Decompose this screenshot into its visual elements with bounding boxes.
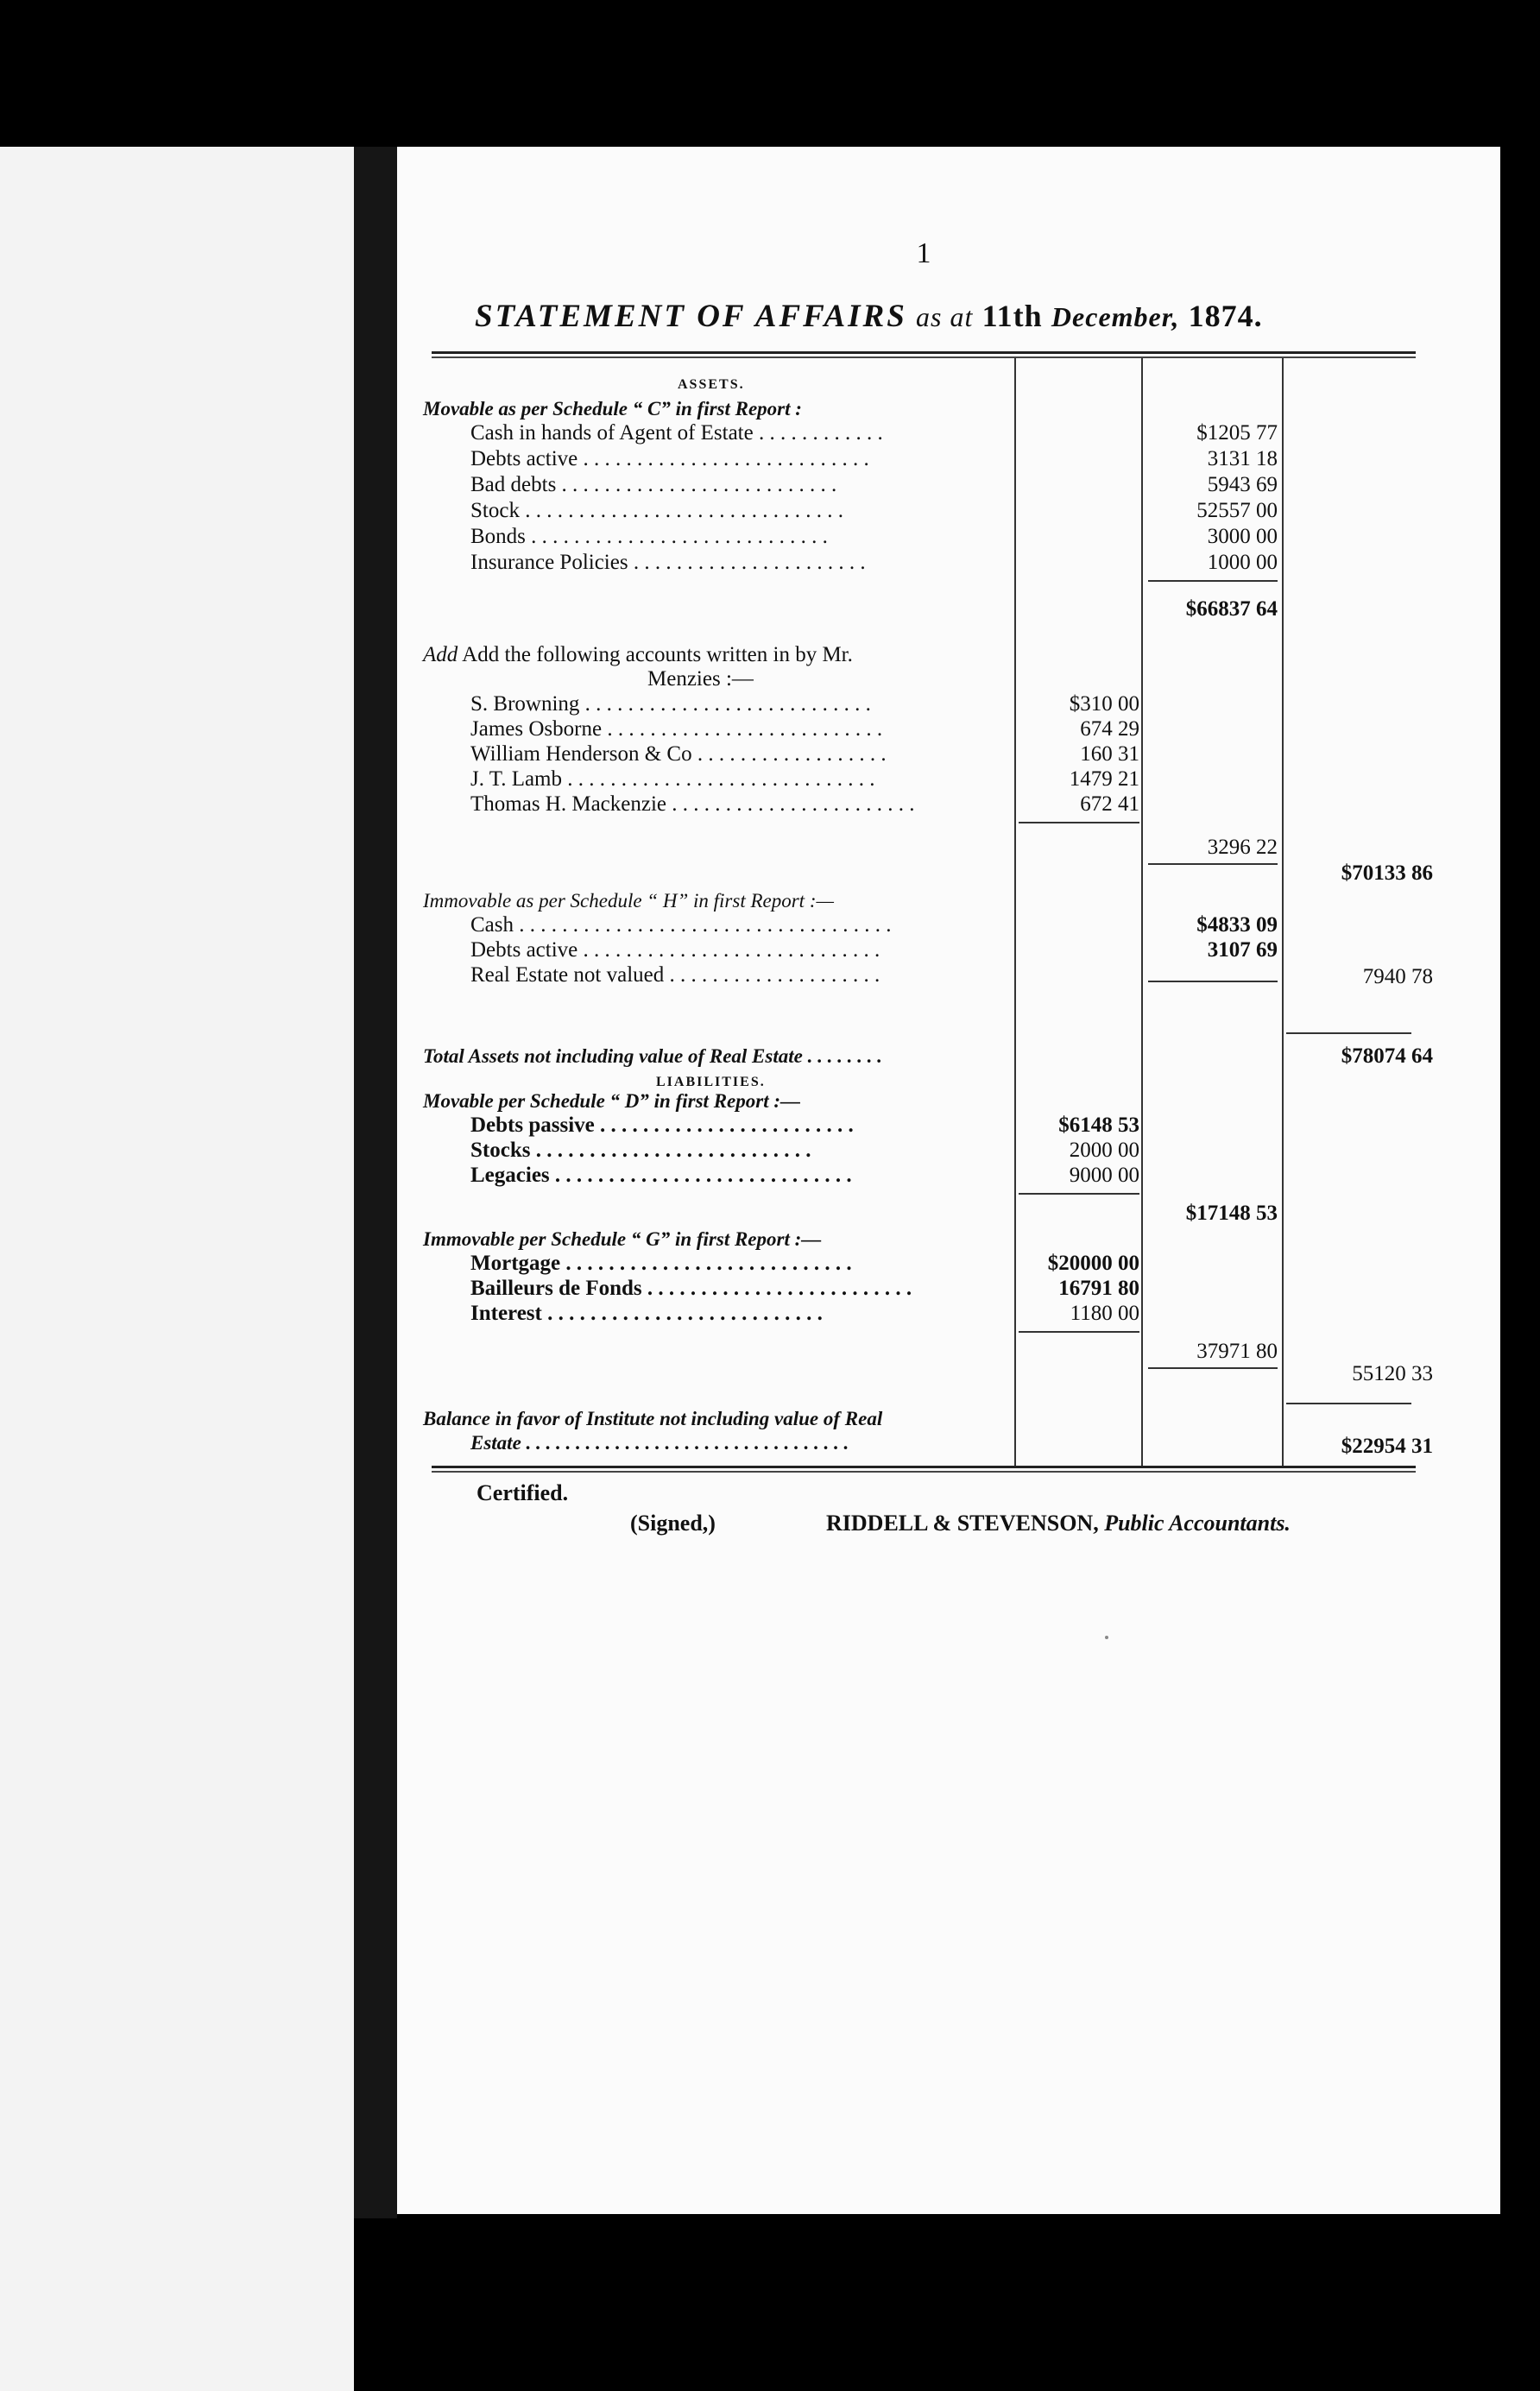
list-item: Debts passive . . . . . . . . . . . . . . . . . . . . . . . . xyxy=(470,1113,854,1137)
bottom-rule-secondary xyxy=(432,1471,1416,1473)
list-item: Thomas H. Mackenzie . . . . . . . . . . . . . . . . . . . . . . . xyxy=(470,792,915,816)
balance-value: $22954 31 xyxy=(1341,1435,1433,1458)
movable-heading: Movable as per Schedule “ C” in first Report : xyxy=(423,398,802,420)
list-item: Bad debts . . . . . . . . . . . . . . . . . . . . . . . . . . xyxy=(470,473,837,496)
list-item: Stocks . . . . . . . . . . . . . . . . . . . . . . . . . . xyxy=(470,1139,811,1162)
add-heading: Add Add the following accounts written in by Mr. xyxy=(423,643,853,666)
list-item-value: 1479 21 xyxy=(1069,767,1139,791)
list-item-value: 672 41 xyxy=(1080,792,1139,816)
list-item: Real Estate not valued . . . . . . . . . . . . . . . . . . . . xyxy=(470,963,880,987)
total-assets-label: Total Assets not including value of Real Estate . . . . . . . . xyxy=(423,1045,882,1067)
list-item: William Henderson & Co . . . . . . . . . . . . . . . . . . xyxy=(470,742,887,766)
total-assets-value: $78074 64 xyxy=(1341,1044,1433,1068)
title-day: 11th xyxy=(981,299,1043,333)
list-item: S. Browning . . . . . . . . . . . . . . . . . . . . . . . . . . . xyxy=(470,692,871,716)
movable-subtotal: $66837 64 xyxy=(1185,597,1278,621)
total-rule xyxy=(1286,1032,1411,1034)
list-item: Debts active . . . . . . . . . . . . . . . . . . . . . . . . . . . . xyxy=(470,938,880,962)
list-item-value: 52557 00 xyxy=(1196,499,1278,522)
document-page xyxy=(397,147,1500,2214)
column-divider-3 xyxy=(1282,358,1284,1466)
book-spine xyxy=(354,147,397,2218)
left-page xyxy=(0,147,354,2391)
immovable-heading: Immovable as per Schedule “ H” in first Report :— xyxy=(423,890,834,912)
list-item: J. T. Lamb . . . . . . . . . . . . . . . . . . . . . . . . . . . . . xyxy=(470,767,875,791)
list-item: Bonds . . . . . . . . . . . . . . . . . . . . . . . . . . . . xyxy=(470,525,828,548)
list-item: Cash . . . . . . . . . . . . . . . . . . . . . . . . . . . . . . . . . . . xyxy=(470,913,892,937)
liab-immovable-total: 37971 80 xyxy=(1196,1340,1278,1363)
subtotal-rule xyxy=(1019,1331,1139,1333)
list-item-value: $310 00 xyxy=(1069,692,1139,716)
movable-total: $70133 86 xyxy=(1341,861,1433,885)
page-number: 1 xyxy=(916,237,931,269)
liab-movable-total: $17148 53 xyxy=(1185,1202,1278,1225)
subtotal-rule xyxy=(1019,822,1139,823)
list-item: Stock . . . . . . . . . . . . . . . . . . . . . . . . . . . . . . xyxy=(470,499,843,522)
title-as-at: as at xyxy=(916,301,974,332)
list-item-value: 674 29 xyxy=(1080,717,1139,741)
balance-label: Balance in favor of Institute not including value of Real xyxy=(423,1408,883,1429)
liabilities-total: 55120 33 xyxy=(1352,1362,1433,1385)
title-main: STATEMENT OF AFFAIRS xyxy=(475,299,907,334)
subtotal-rule xyxy=(1148,981,1278,982)
signed-text: (Signed,) xyxy=(630,1511,716,1536)
list-item-value: 3000 00 xyxy=(1207,525,1278,548)
list-item-value: 1000 00 xyxy=(1207,551,1278,574)
add-heading-cont: Menzies :— xyxy=(647,667,754,691)
total-rule xyxy=(1286,1403,1411,1404)
list-item-value: $4833 09 xyxy=(1196,913,1278,937)
list-item-value: 16791 80 xyxy=(1058,1277,1139,1300)
title-year: 1874. xyxy=(1188,299,1263,333)
list-item-value: 9000 00 xyxy=(1069,1164,1139,1187)
subtotal-rule xyxy=(1148,1367,1278,1369)
list-item: James Osborne . . . . . . . . . . . . . . . . . . . . . . . . . . xyxy=(470,717,883,741)
list-item: Bailleurs de Fonds . . . . . . . . . . . . . . . . . . . . . . . . . xyxy=(470,1277,912,1300)
paper-speck xyxy=(1105,1636,1108,1639)
list-item: Mortgage . . . . . . . . . . . . . . . . . . . . . . . . . . . xyxy=(470,1252,852,1275)
immovable-total: 7940 78 xyxy=(1362,965,1433,988)
signatory: RIDDELL & STEVENSON, Public Accountants. xyxy=(826,1511,1291,1536)
subtotal-rule xyxy=(1148,580,1278,582)
list-item: Cash in hands of Agent of Estate . . . . . . . . . . . . xyxy=(470,421,883,445)
liab-movable-heading: Movable per Schedule “ D” in first Report :— xyxy=(423,1090,800,1112)
liabilities-heading: LIABILITIES. xyxy=(656,1075,766,1089)
liab-immovable-heading: Immovable per Schedule “ G” in first Report :— xyxy=(423,1228,822,1250)
list-item-value: 5943 69 xyxy=(1207,473,1278,496)
top-rule-secondary xyxy=(432,356,1416,358)
list-item: Interest . . . . . . . . . . . . . . . . . . . . . . . . . . xyxy=(470,1302,823,1325)
subtotal-rule xyxy=(1019,1193,1139,1195)
title-month: December, xyxy=(1051,301,1180,332)
list-item: Debts active . . . . . . . . . . . . . . . . . . . . . . . . . . . xyxy=(470,447,869,470)
assets-heading: ASSETS. xyxy=(678,377,745,392)
top-rule xyxy=(432,351,1416,354)
list-item: Legacies . . . . . . . . . . . . . . . . . . . . . . . . . . . . xyxy=(470,1164,852,1187)
list-item-value: 2000 00 xyxy=(1069,1139,1139,1162)
add-subtotal: 3296 22 xyxy=(1207,836,1278,859)
list-item-value: 160 31 xyxy=(1080,742,1139,766)
subtotal-rule xyxy=(1148,863,1278,865)
certified-text: Certified. xyxy=(477,1480,569,1505)
bottom-rule xyxy=(432,1466,1416,1468)
list-item-value: 1180 00 xyxy=(1070,1302,1139,1325)
list-item-value: 3107 69 xyxy=(1207,938,1278,962)
list-item-value: $1205 77 xyxy=(1196,421,1278,445)
list-item-value: $6148 53 xyxy=(1058,1113,1139,1137)
page-title xyxy=(475,298,1424,335)
list-item: Insurance Policies . . . . . . . . . . . . . . . . . . . . . . xyxy=(470,551,866,574)
balance-label-cont: Estate . . . . . . . . . . . . . . . . . . . . . . . . . . . . . . . . . xyxy=(470,1432,849,1454)
list-item-value: $20000 00 xyxy=(1047,1252,1139,1275)
list-item-value: 3131 18 xyxy=(1207,447,1278,470)
